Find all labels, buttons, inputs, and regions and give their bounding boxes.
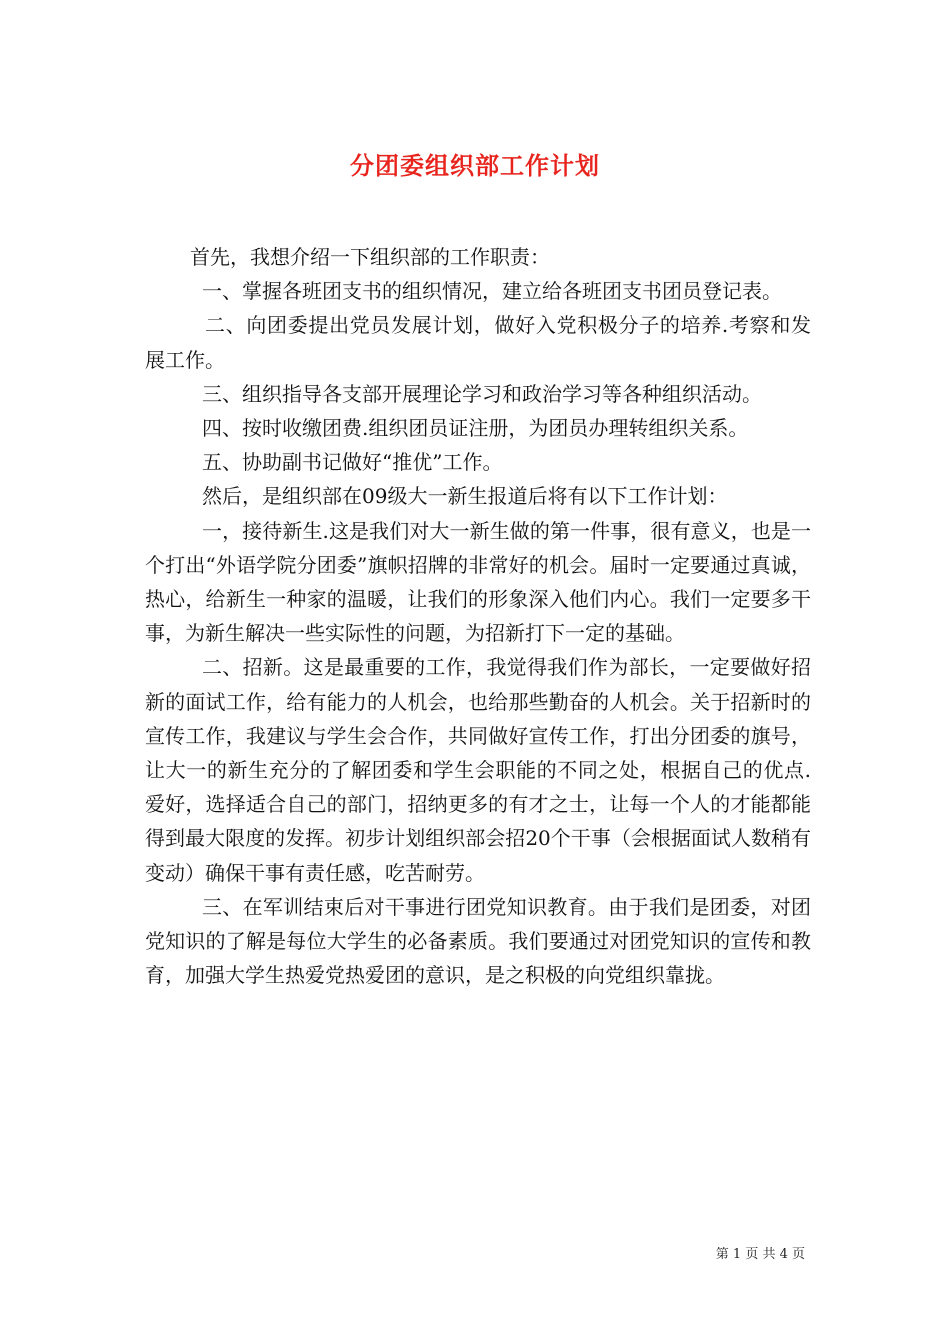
paragraph-duty-3: 三、组织指导各支部开展理论学习和政治学习等各种组织活动。 [202,381,762,406]
paragraph-duty-1: 一、掌握各班团支书的组织情况，建立给各班团支书团员登记表。 [202,279,782,304]
paragraph-intro: 首先，我想介绍一下组织部的工作职责： [190,245,550,269]
paragraph-duty-2: 二、向团委提出党员发展计划，做好入党积极分子的培养.考察和发展工作。 [145,313,811,372]
paragraph-plan-2: 二、招新。这是最重要的工作，我觉得我们作为部长，一定要做好招新的面试工作，给有能力的人机会，也给那些勤奋的人机会。关于招新时的宣传工作，我建议与学生会合作，共同做好宣传工作，打出分团委的旗号，让大一的新生充分的了解团委和学生会职能的不同之处，根据自己的优点.爱好，选择适合自己的部门，招纳更多的有才之士，让每一个人的才能都能得到最大限度的发挥。初步计划组织部会招20个干事（会根据面试人数稍有变动）确保干事有责任感，吃苦耐劳。 [145,655,811,885]
paragraph-duty-4: 四、按时收缴团费.组织团员证注册，为团员办理转组织关系。 [202,416,749,441]
document-title: 分团委组织部工作计划 [350,151,600,181]
paragraph-plan-1: 一，接待新生.这是我们对大一新生做的第一件事，很有意义，也是一个打出“外语学院分团委”旗帜招牌的非常好的机会。届时一定要通过真诚，热心，给新生一种家的温暖，让我们的形象深入他们内心。我们一定要多干事，为新生解决一些实际性的问题，为招新打下一定的基础。 [145,518,811,646]
document-body [145,240,811,992]
paragraph-duty-5: 五、协助副书记做好“推优”工作。 [202,450,503,475]
paragraph-plan-3: 三、在军训结束后对干事进行团党知识教育。由于我们是团委，对团党知识的了解是每位大学生的必备素质。我们要通过对团党知识的宣传和教育，加强大学生热爱党热爱团的意识，是之积极的向党组织靠拢。 [145,894,811,988]
page-number: 第 1 页 共 4 页 [715,1247,805,1262]
paragraph-plan-intro: 然后，是组织部在09级大一新生报道后将有以下工作计划： [202,484,728,509]
